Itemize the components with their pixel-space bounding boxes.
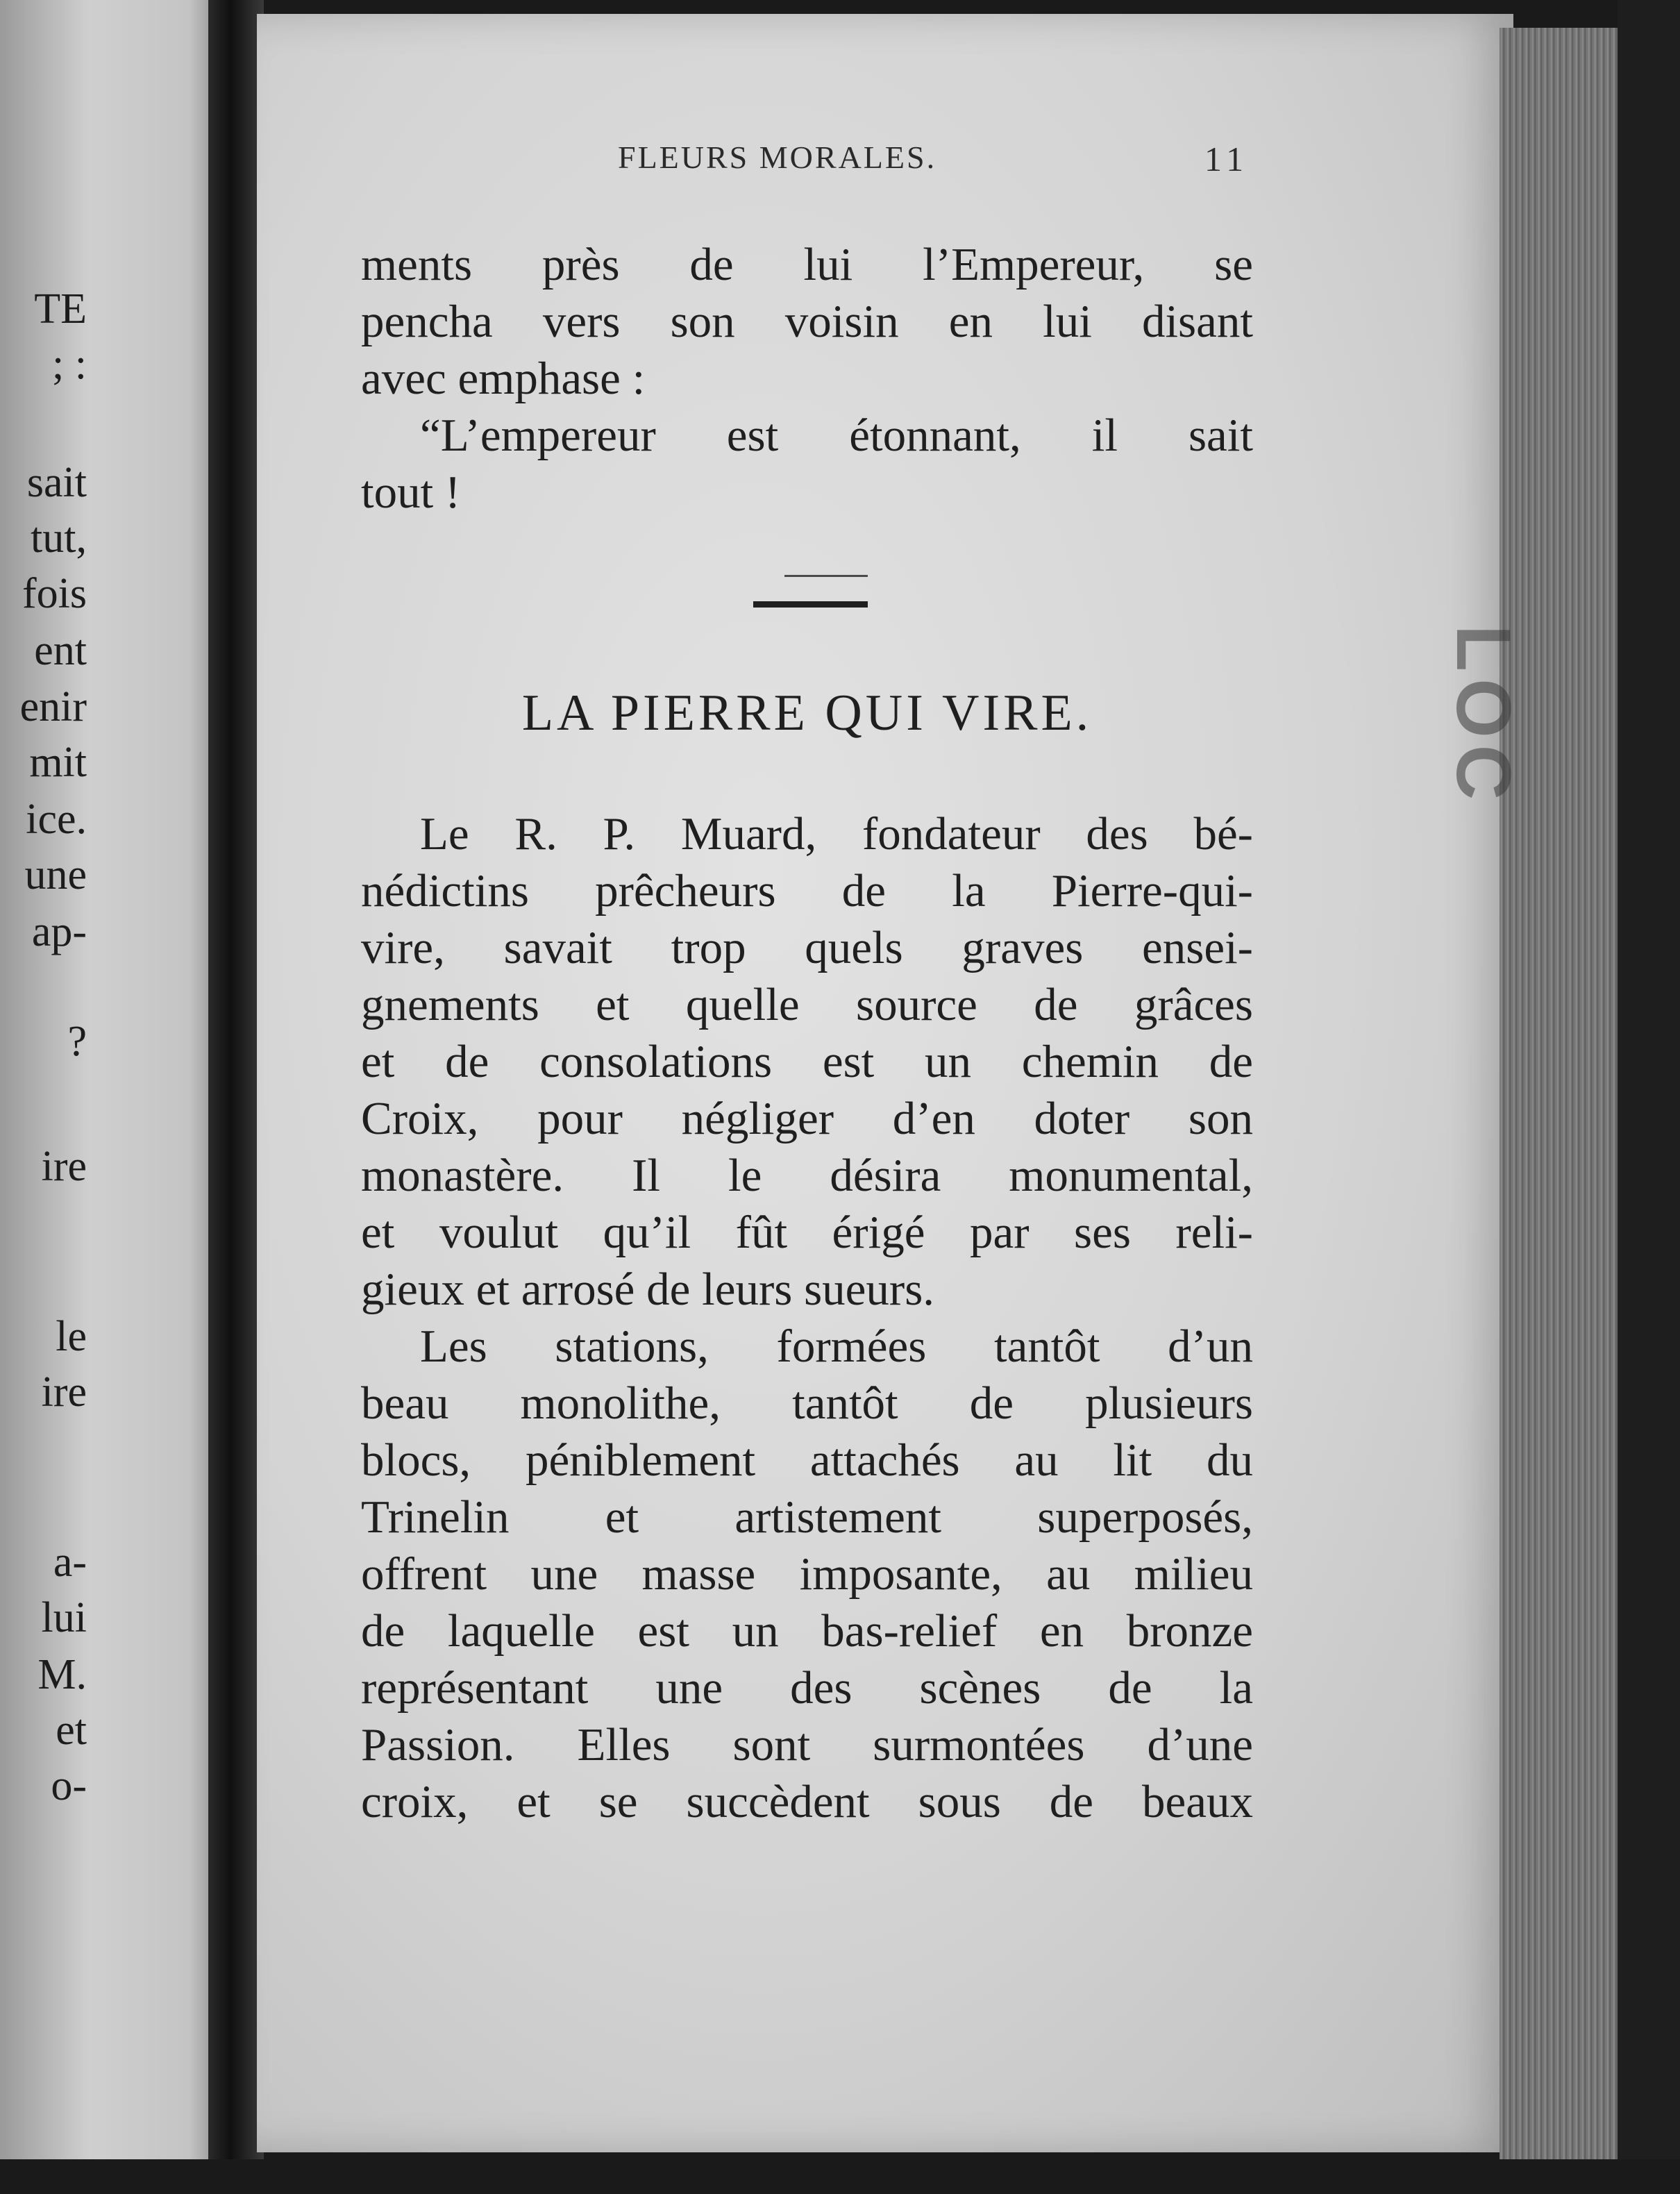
text-line: vire, savait trop quels graves ensei- [361, 922, 1253, 973]
text-line: offrent une masse imposante, au milieu [361, 1548, 1253, 1600]
section-divider [784, 575, 868, 577]
running-head: FLEURS MORALES. [618, 140, 937, 175]
text-line: gnements et quelle source de grâces [361, 979, 1253, 1030]
left-fragment: ire [41, 1368, 87, 1416]
book-gutter [208, 0, 264, 2194]
left-fragment: ; : [52, 341, 87, 388]
text-line: ments près de lui l’Empereur, se [361, 239, 1253, 290]
text-line: de laquelle est un bas-relief en bronze [361, 1605, 1253, 1657]
paragraph-2 [361, 1318, 1253, 1830]
left-fragment: lui [41, 1594, 87, 1641]
text-line: monastère. Il le désira monumental, [361, 1150, 1253, 1201]
left-fragment: une [24, 851, 87, 898]
text-line: Croix, pour négliger d’en doter son [361, 1093, 1253, 1144]
text-line: Les stations, formées tantôt d’un [420, 1321, 1253, 1372]
edge-stamp: LOC [1440, 625, 1526, 807]
text-line: blocs, péniblement attachés au lit du [361, 1434, 1253, 1486]
left-fragment: et [56, 1707, 87, 1754]
paragraph-1 [361, 805, 1253, 1318]
left-fragment: sait [26, 459, 87, 506]
text-line: beau monolithe, tantôt de plusieurs [361, 1377, 1253, 1429]
text-line: pencha vers son voisin en lui disant [361, 296, 1253, 347]
left-fragment: ire [41, 1143, 87, 1190]
section-divider [753, 601, 868, 608]
text-line: croix, et se succèdent sous de beaux [361, 1776, 1253, 1827]
text-line: et de consolations est un chemin de [361, 1036, 1253, 1087]
text-line: Trinelin et artistement superposés, [361, 1491, 1253, 1543]
left-fragment: fois [22, 570, 87, 617]
text-line: gieux et arrosé de leurs sueurs. [361, 1264, 935, 1315]
left-fragment: o- [51, 1762, 87, 1809]
scan-background-right [1618, 0, 1680, 2194]
left-fragment: tut, [31, 514, 87, 562]
text-line: Passion. Elles sont surmontées d’une [361, 1719, 1253, 1770]
left-fragment: enir [19, 683, 87, 730]
left-fragment: ap- [31, 908, 87, 955]
left-fragment: mit [29, 739, 87, 786]
scan-background-bottom [0, 2159, 1680, 2194]
left-fragment: ? [67, 1018, 87, 1065]
continuation-text [361, 236, 1253, 521]
left-fragment: a- [53, 1539, 87, 1586]
text-line: nédictins prêcheurs de la Pierre-qui- [361, 865, 1253, 916]
left-fragment: M. [37, 1651, 87, 1698]
text-line: “L’empereur est étonnant, il sait [420, 410, 1253, 461]
text-line: tout ! [361, 467, 461, 518]
left-facing-page [0, 0, 222, 2194]
left-fragment: ice. [26, 796, 87, 843]
text-line: Le R. P. Muard, fondateur des bé- [420, 808, 1253, 860]
section-title: LA PIERRE QUI VIRE. [521, 685, 1093, 742]
text-line: avec emphase : [361, 353, 646, 404]
text-line: représentant une des scènes de la [361, 1662, 1253, 1714]
text-line: et voulut qu’il fût érigé par ses reli- [361, 1207, 1253, 1258]
left-fragment: le [56, 1313, 87, 1360]
left-fragment: ent [34, 627, 87, 674]
left-fragment: TE [34, 285, 87, 333]
page-number: 11 [1204, 140, 1250, 178]
